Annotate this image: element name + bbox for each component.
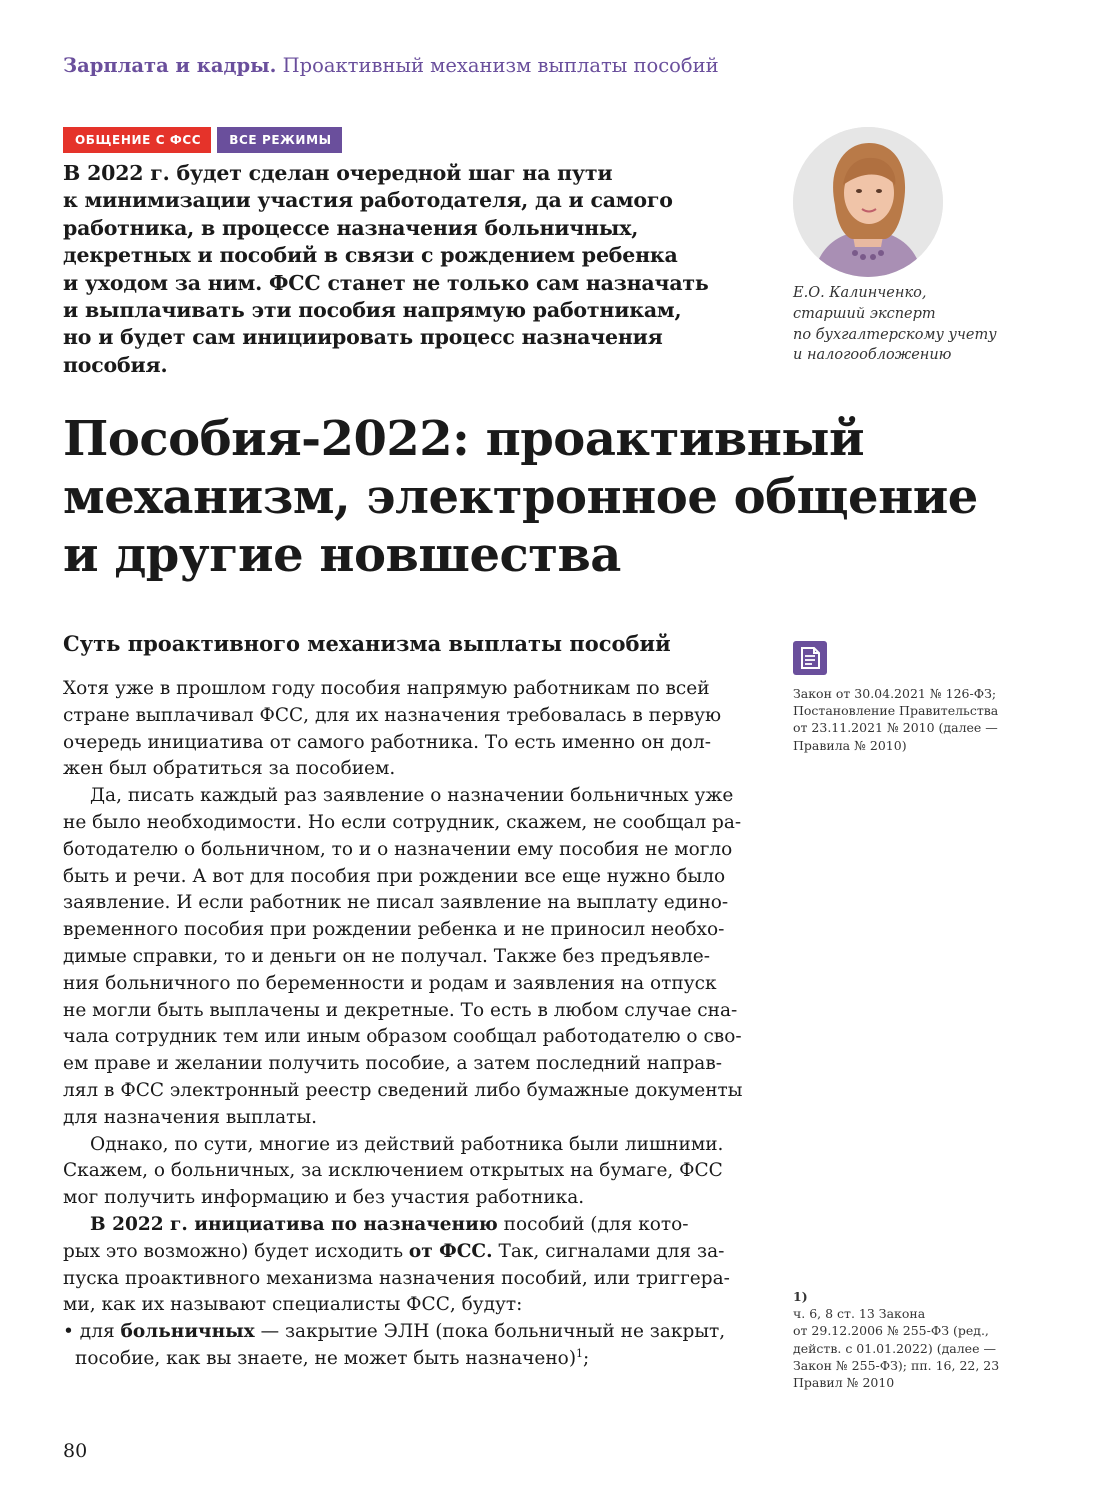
legal-reference-note [793, 685, 1033, 754]
body-line: Хотя уже в прошлом году пособия напрямую работникам по всей [63, 678, 710, 699]
body-line: ми, как их называют специалисты ФСС, будут: [63, 1294, 523, 1316]
lead-paragraph [63, 160, 723, 379]
author-position: и налогообложению [793, 347, 952, 364]
legal-reference-line: Правила № 2010) [793, 737, 907, 753]
emphasis-text: от ФСС. [408, 1240, 493, 1262]
title-line: механизм, электронное общение [63, 469, 978, 525]
footnote-line: действ. с 01.01.2022) (далее — [793, 1340, 996, 1356]
footnote-line: Правил № 2010 [793, 1375, 895, 1391]
footnote [793, 1288, 1033, 1391]
footnote-text: ч. 6, 8 ст. 13 Закона [793, 1306, 926, 1322]
running-head [63, 54, 963, 77]
tag-fss-communication: ОБЩЕНИЕ С ФСС [63, 127, 211, 153]
body-line: для назначения выплаты. [63, 1106, 317, 1128]
body-line: быть и речи. А вот для пособия при рождении все еще нужно было [63, 865, 726, 887]
legal-reference-line: Закон от 30.04.2021 № 126-ФЗ; [793, 686, 997, 701]
bullet-item [63, 1319, 743, 1346]
footnote-line: от 29.12.2006 № 255-ФЗ (ред., [793, 1323, 989, 1339]
legal-reference-line: от 23.11.2021 № 2010 (далее — [793, 720, 998, 736]
body-text: ; [583, 1347, 590, 1369]
running-head-section: Зарплата и кадры. [63, 54, 277, 77]
body-line: стране выплачивал ФСС, для их назначения требовалась в первую [63, 704, 722, 726]
footnote-line [793, 1288, 1033, 1322]
author-position: старший эксперт [793, 305, 936, 322]
lead-line: но и будет сам инициировать процесс назначения [63, 325, 663, 350]
lead-line: пособия. [63, 352, 168, 377]
page-number: 80 [63, 1440, 88, 1462]
body-line: ем праве и желании получить пособие, а затем последний направ- [63, 1053, 722, 1075]
article-body [63, 676, 743, 1373]
body-line: очередь инициатива от самого работника. То есть именно он дол- [63, 731, 711, 753]
bullet-marker: • [63, 1321, 74, 1343]
body-line: не было необходимости. Но если сотрудник, скажем, не сообщал ра- [63, 811, 742, 833]
body-line: чала сотрудник тем или иным образом сообщал работодателю о сво- [63, 1026, 742, 1048]
body-line: мог получить информацию и без участия работника. [63, 1187, 585, 1209]
body-line: жен был обратиться за пособием. [63, 758, 396, 780]
author-position: по бухгалтерскому учету [793, 326, 997, 343]
author-portrait [793, 127, 943, 277]
tag-all-regimes: ВСЕ РЕЖИМЫ [217, 127, 341, 153]
body-text: пособий (для кото- [497, 1213, 689, 1235]
bullet-item-continuation [63, 1346, 743, 1373]
title-line: Пособия-2022: проактивный [63, 411, 865, 467]
body-line: Однако, по сути, многие из действий работника были лишними. [90, 1133, 724, 1155]
document-icon-glyph [793, 641, 827, 675]
body-line: пуска проактивного механизма назначения пособий, или триггера- [63, 1267, 730, 1289]
body-line [63, 1212, 743, 1239]
body-line: лял в ФСС электронный реестр сведений либо бумажные документы [63, 1079, 743, 1101]
body-line: ботодателю о больничном, то и о назначении ему пособия не могло [63, 838, 733, 860]
body-text: — закрытие ЭЛН (пока больничный не закрыт, [254, 1321, 726, 1343]
running-head-topic: Проактивный механизм выплаты пособий [282, 54, 719, 77]
emphasis-text: больничных [120, 1321, 255, 1343]
legal-reference-line: Постановление Правительства [793, 703, 999, 719]
body-line: заявление. И если работник не писал заявление на выплату едино- [63, 892, 729, 914]
body-text: Так, сигналами для за- [492, 1240, 725, 1262]
body-line: Скажем, о больничных, за исключением открытых на бумаге, ФСС [63, 1160, 723, 1182]
section-heading: Суть проактивного механизма выплаты пособий [63, 631, 671, 656]
lead-line: и уходом за ним. ФСС станет не только сам назначать [63, 270, 709, 295]
emphasis-text: В 2022 г. инициатива по назначению [90, 1213, 498, 1235]
lead-line: к минимизации участия работодателя, да и самого [63, 188, 673, 213]
lead-line: и выплачивать эти пособия напрямую работникам, [63, 298, 682, 323]
body-line [63, 1239, 743, 1266]
author-portrait-illustration [793, 127, 943, 277]
body-text: для [73, 1321, 121, 1343]
body-text: рых это возможно) будет исходить [63, 1240, 409, 1262]
footnote-line: Закон № 255-ФЗ); пп. 16, 22, 23 [793, 1357, 1000, 1373]
body-line: не могли быть выплачены и декретные. То есть в любом случае сна- [63, 999, 738, 1021]
lead-line: В 2022 г. будет сделан очередной шаг на пути [63, 161, 613, 185]
footnote-reference[interactable]: 1 [576, 1346, 584, 1360]
document-icon [793, 641, 827, 675]
rubric-tags [63, 127, 342, 153]
body-text: пособие, как вы знаете, не может быть назначено) [75, 1347, 577, 1369]
body-line: временного пособия при рождении ребенка и не приносил необхо- [63, 919, 725, 941]
lead-line: работника, в процессе назначения больничных, [63, 215, 639, 240]
body-line: ния больничного по беременности и родам и заявления на отпуск [63, 972, 717, 994]
body-line: димые справки, то и деньги он не получал. Также без предъявле- [63, 945, 710, 967]
footnote-marker: 1) [793, 1289, 808, 1304]
author-caption [793, 283, 1033, 366]
author-name: Е.О. Калинченко, [793, 285, 927, 301]
body-line: Да, писать каждый раз заявление о назначении больничных уже [90, 785, 734, 807]
article-title [63, 410, 1063, 584]
lead-line: декретных и пособий в связи с рождением ребенка [63, 243, 678, 268]
title-line: и другие новшества [63, 527, 621, 583]
